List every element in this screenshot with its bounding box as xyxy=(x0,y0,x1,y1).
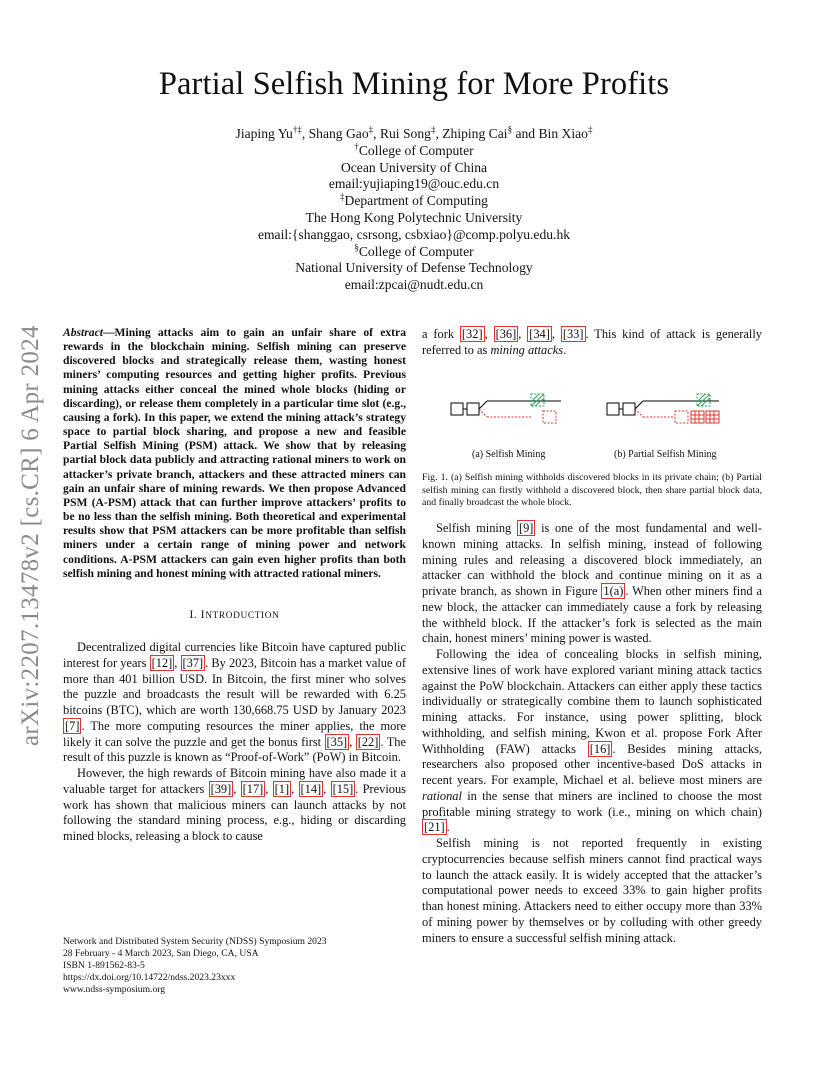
citation-link[interactable]: [39] xyxy=(210,781,232,796)
venue-dates: 28 February - 4 March 2023, San Diego, CA, USA xyxy=(63,948,259,960)
affiliation-3-email: email:zpcai@nudt.edu.cn xyxy=(344,277,484,293)
figure-1b-caption: (b) Partial Selfish Mining xyxy=(614,449,717,460)
affiliation-1-org: Ocean University of China xyxy=(340,159,488,175)
venue-line: Network and Distributed System Security (NDSS) Symposium 2023 xyxy=(63,936,327,947)
affiliation-1: †College of Computer xyxy=(354,141,474,158)
citation-link[interactable]: 1(a) xyxy=(603,584,624,598)
left-body xyxy=(63,640,406,845)
citation-link[interactable]: [36] xyxy=(495,327,517,341)
paragraph: Selfish mining [9] is one of the most fundamental and well-known mining attacks. In selfish mining, instead of following mining rules and releasing a discovered block immediately, an attacker can withhold the block and continue mining on it as a private branch, as shown in Figure 1(a) . When other miners find a new block, the attacker can immediately cause a fork by releasing the withheld block. If the attacker’s fork is selected as the main chain, honest miners’ mining power is wasted. xyxy=(422,521,763,646)
affiliation-3-org: National University of Defense Technology xyxy=(295,260,533,276)
section-heading-introduction: I. INTRODUCTION xyxy=(189,609,280,621)
affiliation-2-email: email:{shanggao, csrsong, csbxiao}@comp.polyu.edu.hk xyxy=(257,226,571,242)
figure-1-caption: Fig. 1. (a) Selfish mining withholds discovered blocks in its private chain; (b) Partial selfish mining can firstly withhold a discovered block, then share partial block data, and finally broadcast the whole block. xyxy=(422,472,762,509)
figure-1-diagram xyxy=(447,391,767,433)
partial-selfish-mining-diagram xyxy=(607,394,719,423)
right-body xyxy=(422,521,762,946)
paragraph: Decentralized digital currencies like Bitcoin have captured public interest for years [12] , [37] . By 2023, Bitcoin has a market value of more than 401 billion USD. In Bitcoin, the first miner who solves the puzzle and broadcasts the result will be rewarded with 6.25 bitcoins (BTC), which are worth 130,668.75 USD by January 2023 [7] . The more computing resources the miner applies, the more likely it can solve the puzzle and get the bonus first [35] , [22] . The result of this puzzle is known as “Proof-of-Work” (PoW) in Bitcoin. xyxy=(63,640,406,765)
affiliation-2: ‡Department of Computing xyxy=(340,191,488,209)
citation-link[interactable]: [12] xyxy=(151,655,173,670)
citation-link[interactable]: [7] xyxy=(65,718,80,733)
affiliation-1-email: email:yujiaping19@ouc.edu.cn xyxy=(328,176,500,192)
citation-link[interactable]: [17] xyxy=(242,781,264,796)
paper-title: Partial Selfish Mining for More Profits xyxy=(158,66,670,102)
paragraph: a fork [32] , [36] , [34] , [33] . This kind of attack is generally referred to as mining attacks. xyxy=(422,327,762,357)
citation-link[interactable]: [15] xyxy=(332,781,354,796)
venue-isbn: ISBN 1-891562-83-5 xyxy=(63,960,145,972)
figure-1a-caption: (a) Selfish Mining xyxy=(472,449,546,460)
citation-link[interactable]: [9] xyxy=(518,521,534,535)
citation-link[interactable]: [33] xyxy=(562,327,584,341)
citation-link[interactable]: [21] xyxy=(424,820,445,835)
citation-link[interactable]: [16] xyxy=(589,741,611,756)
footnote-venue xyxy=(63,936,423,996)
affiliation-2-org: The Hong Kong Polytechnic University xyxy=(305,209,523,225)
citation-link[interactable]: [32] xyxy=(461,327,483,341)
abstract-text: —Mining attacks aim to gain an unfair share of extra rewards in the blockchain mining. Selfish mining can preserve discovered blocks and strategically release them, wasting honest miners’ computing resources and getting higher profits. Previous mining attacks either conceal the mined whole blocks (hiding or discarding), or release them completely in a particular time slot (e.g., causing a fork). In this paper, we extend the mining attack’s strategy space to partial block sharing, and propose a new and feasible Partial Selfish Mining (PSM) attack. We show that by releasing partial block data publicly and attracting rational miners to work on attacker’s private branch, attackers and these attracted miners can gain an unfair share of mining rewards. We then propose Advanced PSM (A-PSM) attack that can further improve attackers’ profits to be no less than the selfish mining. Both theoretical and experimental results show that PSM attackers can be more profitable than selfish miners under a certain range of mining power and network conditions. A-PSM attackers can gain even higher profits than both selfish mining and honest mining with attracted rational miners. xyxy=(63,326,406,580)
citation-link[interactable]: [1] xyxy=(274,781,290,796)
citation-link[interactable]: [34] xyxy=(529,327,550,341)
paragraph: Selfish mining is not reported frequently in existing cryptocurrencies because selfish miners cannot find practical ways to launch the attack easily. It is widely accepted that the attacker’s computational power needs to exceed 33% to gain higher profits than honest mining. Attackers need to either occupy more than 33% of mining power by themselves or by colluding with other greedy miners to ensure a successful selfish mining attack. xyxy=(422,836,762,945)
citation-link[interactable]: [35] xyxy=(326,734,348,749)
selfish-mining-diagram xyxy=(451,394,561,423)
citation-link[interactable]: [22] xyxy=(357,734,379,749)
arxiv-stamp xyxy=(6,290,50,750)
affiliation-3: §College of Computer xyxy=(354,242,474,259)
author-names: Jiaping Yu†‡, Shang Gao‡, Rui Song‡, Zhiping Cai§ and Bin Xiao‡ xyxy=(235,124,593,141)
paragraph: However, the high rewards of Bitcoin mining have also made it a valuable target for attackers [39] , [17] , [1] , [14] , [15] . Previous work has shown that malicious miners can launch attacks by not following the standard mining process, e.g., hiding or discarding mined blocks, releasing a block to cause xyxy=(63,766,406,843)
abstract xyxy=(63,326,406,581)
abstract-label: Abstract xyxy=(63,326,103,339)
citation-link[interactable]: [37] xyxy=(182,655,204,670)
author-block xyxy=(0,126,828,294)
right-top-text xyxy=(422,327,762,359)
citation-link[interactable]: [14] xyxy=(300,781,322,796)
paragraph: Following the idea of concealing blocks in selfish mining, extensive lines of work have explored variant mining attack tactics against the PoW blockchain. Attackers can either apply these tactics individually or strategically combine them to launch sophisticated mining attacks. For instance, using power splitting, block withholding, and selfish mining, Kwon et al. propose Fork After Withholding (FAW) attacks [16] . Besides mining attacks, researchers also proposed other incentive-based DoS attacks in recent years. For example, Michael et al. believe most miners are rational in the sense that miners are inclined to choose the most profitable mining strategy to work (i.e., mining on which chain) [21] . xyxy=(422,647,762,835)
venue-website: www.ndss-symposium.org xyxy=(63,984,166,996)
arxiv-id: arXiv:2207.13478v2 [cs.CR] 6 Apr 2024 xyxy=(17,325,44,746)
venue-doi: https://dx.doi.org/10.14722/ndss.2023.23xxx xyxy=(63,972,236,984)
figure-1 xyxy=(447,391,767,433)
